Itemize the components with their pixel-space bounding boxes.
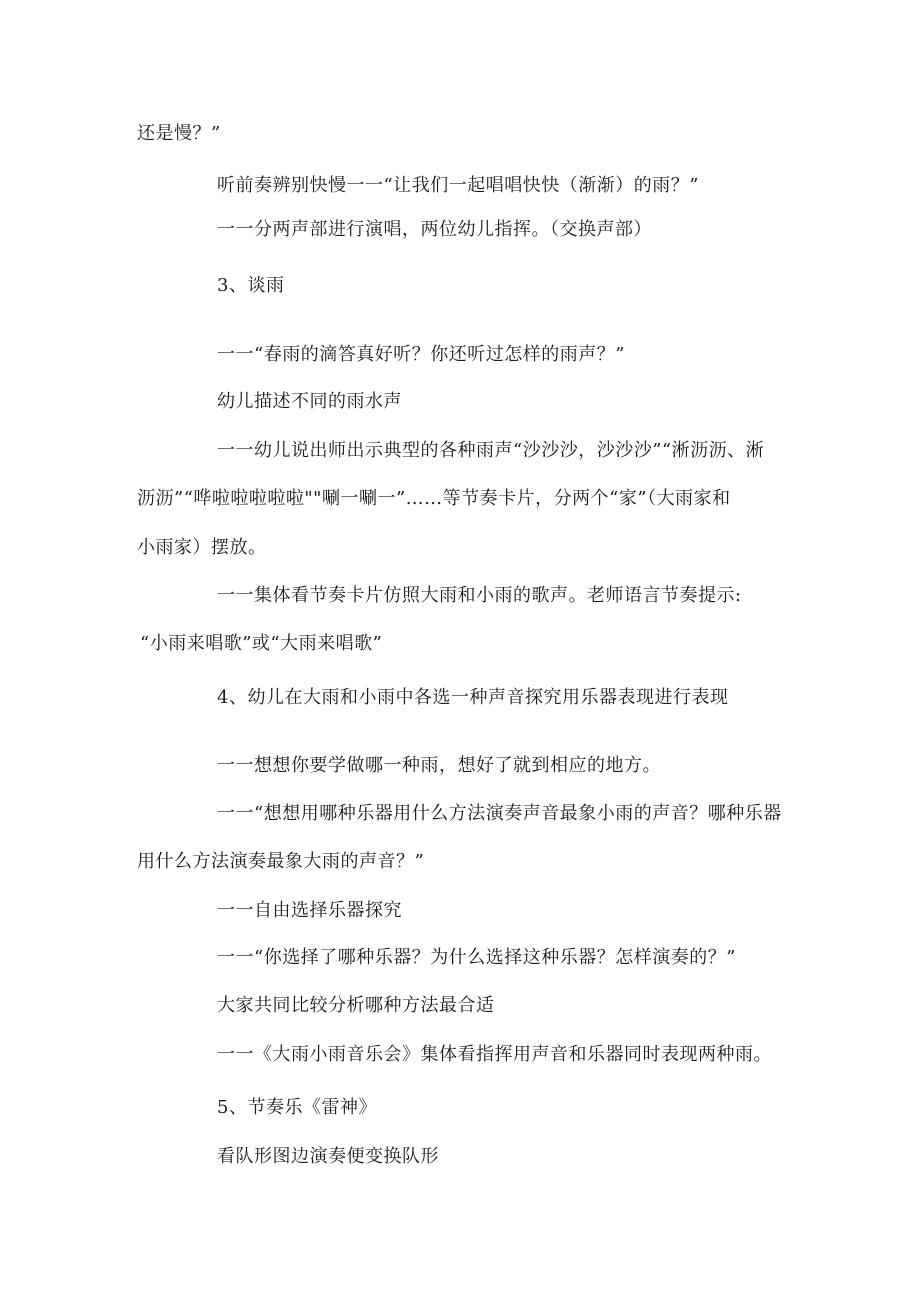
text-line-1: 还是慢？” xyxy=(137,123,221,144)
text-line-8: 沥沥”“哗啦啦啦啦啦""唰一唰一”……等节奏卡片，分两个“家”（大雨家和 xyxy=(137,488,731,509)
text-line-21: 看队形图边演奏便变换队形 xyxy=(217,1146,439,1167)
text-line-7: 一一幼儿说出师出示典型的各种雨声“沙沙沙，沙沙沙”“淅沥沥、淅 xyxy=(217,440,765,461)
section-heading-5: 5、节奏乐《雷神》 xyxy=(217,1097,377,1118)
text-line-11: “小雨来唱歌”或“大雨来唱歌” xyxy=(140,633,383,654)
text-line-5: 一一“春雨的滴答真好听？你还听过怎样的雨声？” xyxy=(217,344,625,365)
text-line-17: 一一“你选择了哪种乐器？为什么选择这种乐器？怎样演奏的？” xyxy=(217,947,736,968)
section-heading-4: 4、幼儿在大雨和小雨中各选一种声音探究用乐器表现进行表现 xyxy=(217,687,729,708)
text-line-18: 大家共同比较分析哪种方法最合适 xyxy=(217,995,495,1016)
text-line-15: 用什么方法演奏最象大雨的声音？” xyxy=(137,851,425,872)
text-line-19: 一一《大雨小雨音乐会》集体看指挥用声音和乐器同时表现两种雨。 xyxy=(217,1044,772,1065)
text-line-3: 一一分两声部进行演唱，两位幼儿指挥。（交换声部） xyxy=(217,219,652,240)
text-line-16: 一一自由选择乐器探究 xyxy=(217,900,402,921)
section-heading-3: 3、谈雨 xyxy=(217,275,285,296)
text-line-10: 一一集体看节奏卡片仿照大雨和小雨的歌声。老师语言节奏提示: xyxy=(217,585,742,606)
text-line-2: 听前奏辨别快慢一一“让我们一起唱唱快快（渐渐）的雨？” xyxy=(217,175,699,196)
text-line-14: 一一“想想用哪种乐器用什么方法演奏声音最象小雨的声音？哪种乐器 xyxy=(217,803,782,824)
text-line-13: 一一想想你要学做哪一种雨，想好了就到相应的地方。 xyxy=(217,755,661,776)
text-line-6: 幼儿描述不同的雨水声 xyxy=(217,391,402,412)
text-line-9: 小雨家）摆放。 xyxy=(137,537,267,558)
